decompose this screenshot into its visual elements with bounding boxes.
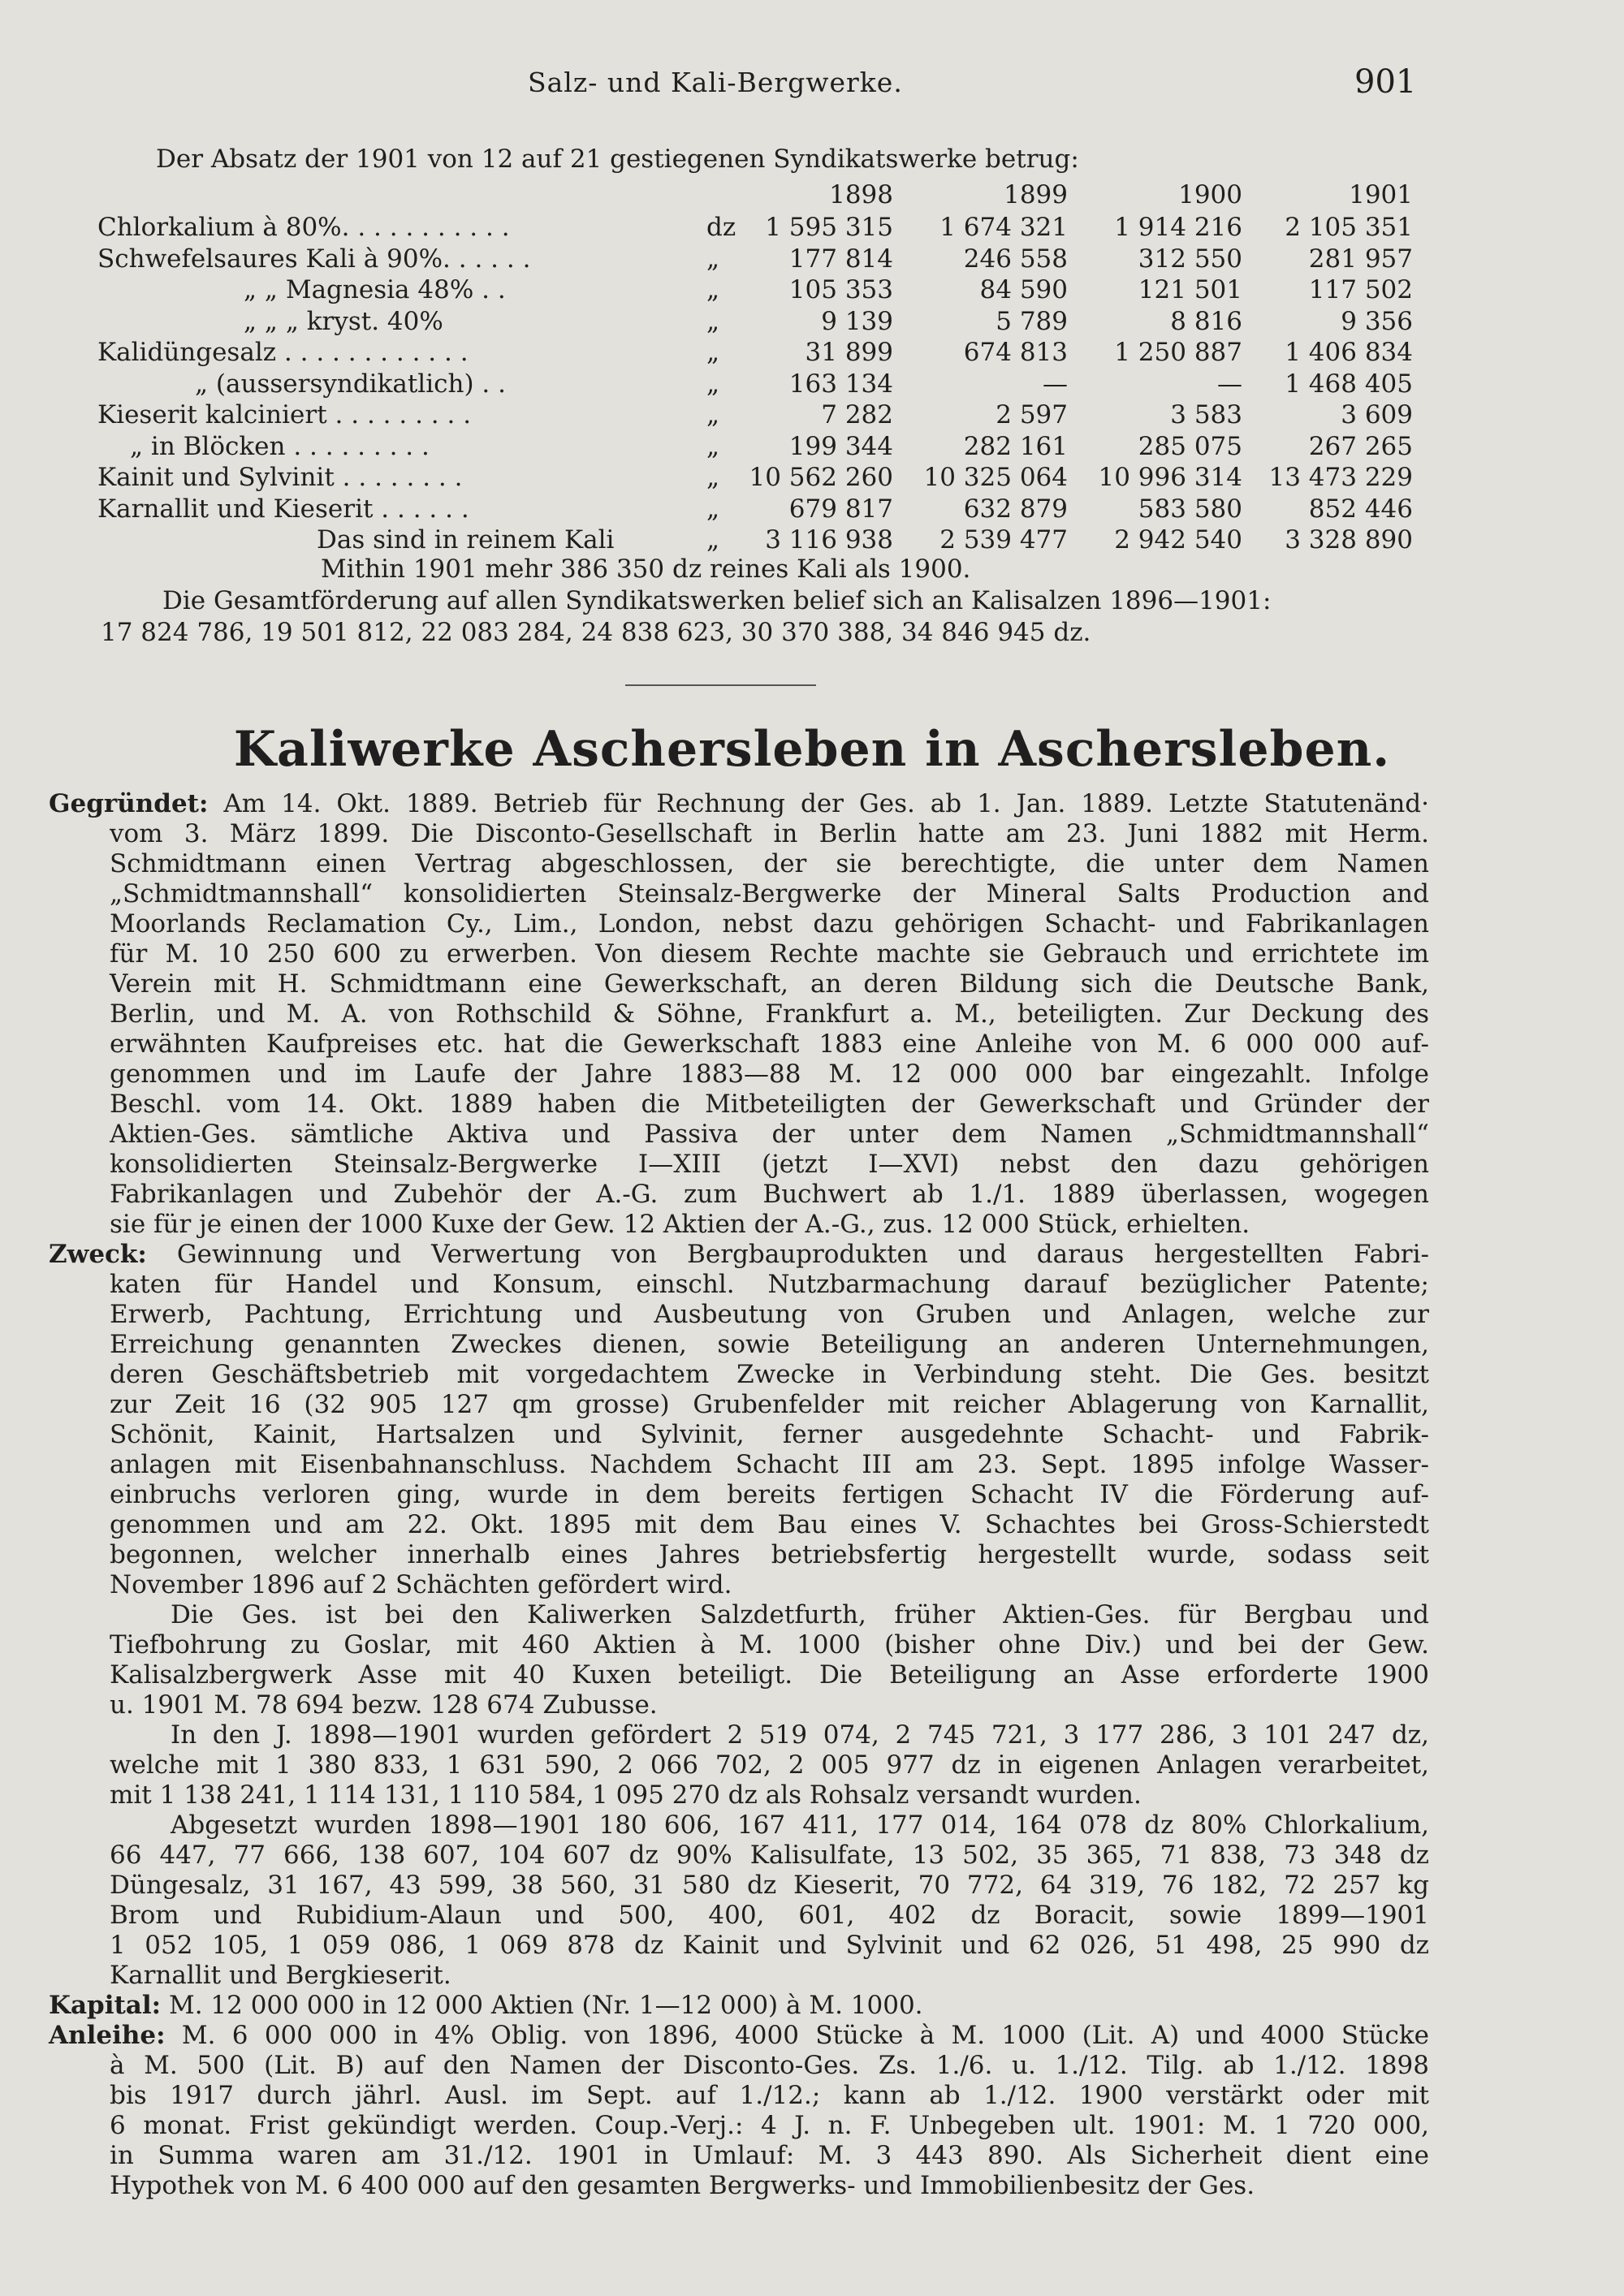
- text-line: [49, 1871, 1429, 1901]
- text-line: [49, 1780, 1429, 1810]
- text-line: [49, 1480, 1429, 1510]
- table-row-label: Das sind in reinem Kali: [317, 525, 615, 555]
- line-text: bis 1917 durch jährl. Ausl. im Sept. auf 1./12.; kann ab 1./12. 1900 verstärkt oder mit: [110, 2081, 1429, 2110]
- line-text: Moorlands Reclamation Cy., Lim., London, nebst dazu gehörigen Schacht- und Fabrikanlagen: [110, 909, 1429, 939]
- para-beteiligung: [49, 1600, 1429, 1720]
- text-line: [49, 909, 1429, 939]
- table-cell: 13 473 229: [1268, 463, 1413, 492]
- text-line: [49, 1570, 1429, 1600]
- text-line: [49, 1029, 1429, 1060]
- table-row-label: Schwefelsaures Kali à 90%. . . . . .: [97, 244, 531, 274]
- line-text: konsolidierten Steinsalz-Bergwerke I—XIII (jetzt I—XVI) nebst den dazu gehörigen: [110, 1150, 1429, 1179]
- text-line: [49, 2051, 1429, 2081]
- table-cell: 285 075: [1138, 431, 1242, 461]
- table-cell: 583 580: [1138, 494, 1242, 524]
- table-year-header: 1899: [1004, 180, 1068, 209]
- table-cell: 312 550: [1138, 244, 1242, 274]
- table-cell: 674 813: [963, 338, 1068, 367]
- section-anleihe: [49, 2021, 1429, 2201]
- table-cell: 3 609: [1341, 400, 1413, 429]
- line-text: u. 1901 M. 78 694 bezw. 128 674 Zubusse.: [110, 1690, 658, 1720]
- table-row-label: „ „ Magnesia 48% . .: [244, 275, 506, 304]
- table-row-unit: „: [706, 525, 720, 555]
- text-line: [49, 999, 1429, 1029]
- table-cell: 246 558: [963, 244, 1068, 274]
- text-line: [49, 2111, 1429, 2141]
- line-text: erwähnten Kaufpreises etc. hat die Gewerkschaft 1883 eine Anleihe von M. 6 000 000 auf-: [110, 1029, 1429, 1059]
- table-cell: 1 406 834: [1285, 338, 1413, 367]
- line-text: mit 1 138 241, 1 114 131, 1 110 584, 1 095 270 dz als Rohsalz versandt wurden.: [110, 1780, 1142, 1810]
- text-line: [49, 1810, 1429, 1841]
- line-text: Karnallit und Bergkieserit.: [110, 1961, 451, 1990]
- table-row-unit: „: [706, 275, 720, 304]
- text-line: [49, 1961, 1429, 1991]
- table-year-header: 1901: [1349, 180, 1413, 209]
- line-text: für M. 10 250 600 zu erwerben. Von diesem Rechte machte sie Gebrauch und errichtete im: [110, 939, 1429, 969]
- table-cell: 105 353: [788, 275, 893, 304]
- table-cell: 9 139: [821, 306, 893, 336]
- text-line: [49, 2171, 1429, 2201]
- table-row-unit: „: [706, 463, 720, 492]
- text-line: [49, 1360, 1429, 1390]
- section-divider: [625, 684, 816, 686]
- text-line: [49, 1720, 1429, 1750]
- text-line: [49, 969, 1429, 999]
- table-cell: 10 325 064: [923, 463, 1068, 492]
- table-cell: 2 942 540: [1114, 525, 1242, 555]
- text-line: [49, 1270, 1429, 1300]
- line-text: Brom und Rubidium-Alaun und 500, 400, 601, 402 dz Boracit, sowie 1899—1901: [110, 1901, 1429, 1930]
- table-cell: 3 328 890: [1285, 525, 1413, 555]
- text-line: [49, 1180, 1429, 1210]
- text-line: [49, 1630, 1429, 1660]
- section-lead: Kapital:: [49, 1991, 162, 2020]
- text-line: [49, 2081, 1429, 2111]
- company-title: Kaliwerke Aschersleben in Aschersleben.: [233, 721, 1391, 778]
- line-text: 66 447, 77 666, 138 607, 104 607 dz 90% Kalisulfate, 13 502, 35 365, 71 838, 73 348 dz: [110, 1841, 1429, 1870]
- line-text: Abgesetzt wurden 1898—1901 180 606, 167 411, 177 014, 164 078 dz 80% Chlorkalium,: [171, 1810, 1429, 1840]
- text-line: [49, 819, 1429, 849]
- table-cell: 3 583: [1170, 400, 1242, 429]
- line-text: „Schmidtmannshall“ konsolidierten Steinsalz-Bergwerke der Mineral Salts Production and: [110, 879, 1429, 908]
- text-line: [49, 849, 1429, 879]
- line-text: 6 monat. Frist gekündigt werden. Coup.-Verj.: 4 J. n. F. Unbegeben ult. 1901: M. 1 720 000,: [110, 2111, 1429, 2140]
- text-line: [49, 1600, 1429, 1630]
- line-text: Schmidtmann einen Vertrag abgeschlossen, der sie berechtigte, die unter dem Namen: [110, 849, 1429, 878]
- line-text: zur Zeit 16 (32 905 127 qm grosse) Grubenfelder mit reicher Ablagerung von Karnallit,: [110, 1390, 1429, 1419]
- summary-gesamt-line1: Die Gesamtförderung auf allen Syndikatswerken belief sich an Kalisalzen 1896—1901:: [162, 586, 1272, 615]
- text-line: [49, 1150, 1429, 1180]
- text-line: [49, 2141, 1429, 2171]
- summary-gesamt-line2: 17 824 786, 19 501 812, 22 083 284, 24 838 623, 30 370 388, 34 846 945 dz.: [101, 618, 1091, 647]
- text-line: [49, 1210, 1429, 1240]
- line-text: M. 6 000 000 in 4% Oblig. von 1896, 4000 Stücke à M. 1000 (Lit. A) und 4000 Stücke: [165, 2021, 1429, 2050]
- section-gegruendet: [49, 789, 1429, 1240]
- table-cell: —: [1043, 369, 1068, 399]
- section-lead: Anleihe:: [49, 2021, 166, 2050]
- text-line: [49, 1540, 1429, 1570]
- table-row-label: Karnallit und Kieserit . . . . . .: [97, 494, 469, 524]
- table-cell: 121 501: [1138, 275, 1242, 304]
- table-cell: 5 789: [996, 306, 1068, 336]
- table-cell: 282 161: [963, 431, 1068, 461]
- line-text: 1 052 105, 1 059 086, 1 069 878 dz Kainit und Sylvinit und 62 026, 51 498, 25 990 dz: [110, 1931, 1429, 1960]
- table-cell: 9 356: [1341, 306, 1413, 336]
- table-cell: 7 282: [821, 400, 893, 429]
- table-row-label: „ (aussersyndikatlich) . .: [195, 369, 506, 399]
- line-text: à M. 500 (Lit. B) auf den Namen der Disconto-Ges. Zs. 1./6. u. 1./12. Tilg. ab 1./12. 1898: [110, 2051, 1429, 2080]
- table-cell: 2 539 477: [939, 525, 1068, 555]
- line-text: in Summa waren am 31./12. 1901 in Umlauf: M. 3 443 890. Als Sicherheit dient eine: [110, 2141, 1429, 2170]
- table-cell: 31 899: [805, 338, 893, 367]
- line-text: Kalisalzbergwerk Asse mit 40 Kuxen beteiligt. Die Beteiligung an Asse erforderte 1900: [110, 1660, 1429, 1690]
- line-text: begonnen, welcher innerhalb eines Jahres betriebsfertig hergestellt wurde, sodass seit: [110, 1540, 1429, 1569]
- line-text: Die Ges. ist bei den Kaliwerken Salzdetfurth, früher Aktien-Ges. für Bergbau und: [171, 1600, 1429, 1629]
- line-text: Erwerb, Pachtung, Errichtung und Ausbeutung von Gruben und Anlagen, welche zur: [110, 1300, 1429, 1329]
- table-cell: 10 562 260: [749, 463, 893, 492]
- line-text: Tiefbohrung zu Goslar, mit 460 Aktien à M. 1000 (bisher ohne Div.) und bei der Gew.: [110, 1630, 1429, 1659]
- line-text: November 1896 auf 2 Schächten gefördert wird.: [110, 1570, 732, 1599]
- table-row-unit: „: [706, 244, 720, 274]
- text-line: [49, 939, 1429, 969]
- table-cell: 1 250 887: [1114, 338, 1242, 367]
- table-cell: 1 914 216: [1114, 213, 1242, 242]
- section-lead: Zweck:: [49, 1240, 147, 1269]
- table-cell: 10 996 314: [1098, 463, 1242, 492]
- table-row-label: Chlorkalium à 80%. . . . . . . . . . .: [97, 213, 510, 242]
- table-cell: 117 502: [1308, 275, 1413, 304]
- table-row-label: Kalidüngesalz . . . . . . . . . . . .: [97, 338, 469, 367]
- line-text: vom 3. März 1899. Die Disconto-Gesellschaft in Berlin hatte am 23. Juni 1882 mit Herm.: [110, 819, 1429, 848]
- line-text: genommen und am 22. Okt. 1895 mit dem Bau eines V. Schachtes bei Gross-Schierstedt: [110, 1510, 1429, 1539]
- table-cell: 1 468 405: [1285, 369, 1413, 399]
- text-line: [49, 1931, 1429, 1961]
- table-row-unit: „: [706, 400, 720, 429]
- table-cell: 199 344: [788, 431, 893, 461]
- text-line: [49, 1420, 1429, 1450]
- table-row-unit: „: [706, 494, 720, 524]
- para-absatz: [49, 1810, 1429, 1991]
- line-text: Aktien-Ges. sämtliche Aktiva und Passiva der unter dem Namen „Schmidtmannshall“: [110, 1120, 1429, 1149]
- table-cell: 679 817: [788, 494, 893, 524]
- table-row-unit: „: [706, 338, 720, 367]
- table-cell: 3 116 938: [765, 525, 893, 555]
- table-row-unit: „: [706, 431, 720, 461]
- text-line: [49, 1390, 1429, 1420]
- summary-mehr: Mithin 1901 mehr 386 350 dz reines Kali als 1900.: [321, 555, 971, 584]
- section-lead: Gegründet:: [49, 789, 209, 818]
- section-kapital: [49, 1991, 1429, 2021]
- table-cell: 8 816: [1170, 306, 1242, 336]
- company-body: [49, 789, 1429, 2201]
- table-year-header: 1898: [829, 180, 893, 209]
- table-year-header: 1900: [1178, 180, 1242, 209]
- line-text: Düngesalz, 31 167, 43 599, 38 560, 31 580 dz Kieserit, 70 772, 64 319, 76 182, 72 257 kg: [110, 1871, 1429, 1900]
- line-text: M. 12 000 000 in 12 000 Aktien (Nr. 1—12 000) à M. 1000.: [161, 1991, 923, 2020]
- page-number: 901: [1354, 63, 1417, 101]
- text-line: [49, 1240, 1429, 1270]
- line-text: Gewinnung und Verwertung von Bergbauprodukten und daraus hergestellten Fabri-: [146, 1240, 1429, 1269]
- table-cell: 1 674 321: [939, 213, 1068, 242]
- line-text: In den J. 1898—1901 wurden gefördert 2 519 074, 2 745 721, 3 177 286, 3 101 247 dz,: [171, 1720, 1429, 1750]
- line-text: Erreichung genannten Zweckes dienen, sowie Beteiligung an anderen Unternehmungen,: [110, 1330, 1429, 1359]
- table-cell: 852 446: [1308, 494, 1413, 524]
- running-title: Salz- und Kali-Bergwerke.: [528, 67, 903, 98]
- section-zweck: [49, 1240, 1429, 1600]
- line-text: einbruchs verloren ging, wurde in dem bereits fertigen Schacht IV die Förderung auf-: [110, 1480, 1429, 1509]
- text-line: [49, 879, 1429, 909]
- line-text: genommen und im Laufe der Jahre 1883—88 M. 12 000 000 bar eingezahlt. Infolge: [110, 1060, 1429, 1089]
- text-line: [49, 789, 1429, 819]
- text-line: [49, 2021, 1429, 2051]
- text-line: [49, 1090, 1429, 1120]
- line-text: anlagen mit Eisenbahnanschluss. Nachdem Schacht III am 23. Sept. 1895 infolge Wasser-: [110, 1450, 1429, 1479]
- line-text: katen für Handel und Konsum, einschl. Nutzbarmachung darauf bezüglicher Patente;: [110, 1270, 1429, 1299]
- para-foerderung: [49, 1720, 1429, 1810]
- table-row-label: Kieserit kalciniert . . . . . . . . .: [97, 400, 472, 429]
- text-line: [49, 1450, 1429, 1480]
- line-text: welche mit 1 380 833, 1 631 590, 2 066 702, 2 005 977 dz in eigenen Anlagen verarbeitet,: [110, 1750, 1429, 1780]
- text-line: [49, 1690, 1429, 1720]
- table-row-unit: „: [706, 306, 720, 336]
- line-text: sie für je einen der 1000 Kuxe der Gew. 12 Aktien der A.-G., zus. 12 000 Stück, erhielten.: [110, 1210, 1250, 1239]
- table-cell: 632 879: [963, 494, 1068, 524]
- table-row-unit: „: [706, 369, 720, 399]
- text-line: [49, 1750, 1429, 1780]
- table-row-label: Kainit und Sylvinit . . . . . . . .: [97, 463, 463, 492]
- table-row-label: „ „ „ kryst. 40%: [244, 306, 443, 336]
- line-text: Schönit, Kainit, Hartsalzen und Sylvinit, ferner ausgedehnte Schacht- und Fabrik-: [110, 1420, 1429, 1449]
- table-cell: 267 265: [1308, 431, 1413, 461]
- line-text: Am 14. Okt. 1889. Betrieb für Rechnung der Ges. ab 1. Jan. 1889. Letzte Statutenänd·: [208, 789, 1429, 818]
- line-text: Fabrikanlagen und Zubehör der A.-G. zum Buchwert ab 1./1. 1889 überlassen, wogegen: [110, 1180, 1429, 1209]
- text-line: [49, 1841, 1429, 1871]
- text-line: [49, 1991, 1429, 2021]
- table-cell: 84 590: [979, 275, 1068, 304]
- page-header: [0, 63, 1624, 107]
- line-text: Verein mit H. Schmidtmann eine Gewerkschaft, an deren Bildung sich die Deutsche Bank,: [110, 969, 1429, 999]
- text-line: [49, 1510, 1429, 1540]
- text-line: [49, 1060, 1429, 1090]
- line-text: Berlin, und M. A. von Rothschild & Söhne, Frankfurt a. M., beteiligten. Zur Deckung des: [110, 999, 1429, 1029]
- table-cell: 177 814: [788, 244, 893, 274]
- text-line: [49, 1660, 1429, 1690]
- table-cell: 2 105 351: [1285, 213, 1413, 242]
- text-line: [49, 1901, 1429, 1931]
- line-text: Beschl. vom 14. Okt. 1889 haben die Mitbeteiligten der Gewerkschaft und Gründer der: [110, 1090, 1429, 1119]
- text-line: [49, 1300, 1429, 1330]
- line-text: deren Geschäftsbetrieb mit vorgedachtem Zwecke in Verbindung steht. Die Ges. besitzt: [110, 1360, 1429, 1389]
- table-cell: 163 134: [788, 369, 893, 399]
- table-cell: 1 595 315: [765, 213, 893, 242]
- table-row-label: „ in Blöcken . . . . . . . . .: [130, 431, 430, 461]
- table-row-unit: dz: [706, 213, 736, 242]
- table-cell: 281 957: [1308, 244, 1413, 274]
- intro-sentence: Der Absatz der 1901 von 12 auf 21 gestiegenen Syndikatswerke betrug:: [156, 145, 1079, 174]
- line-text: Hypothek von M. 6 400 000 auf den gesamten Bergwerks- und Immobilienbesitz der Ges.: [110, 2171, 1255, 2200]
- text-line: [49, 1330, 1429, 1360]
- table-cell: —: [1217, 369, 1242, 399]
- table-cell: 2 597: [996, 400, 1068, 429]
- text-line: [49, 1120, 1429, 1150]
